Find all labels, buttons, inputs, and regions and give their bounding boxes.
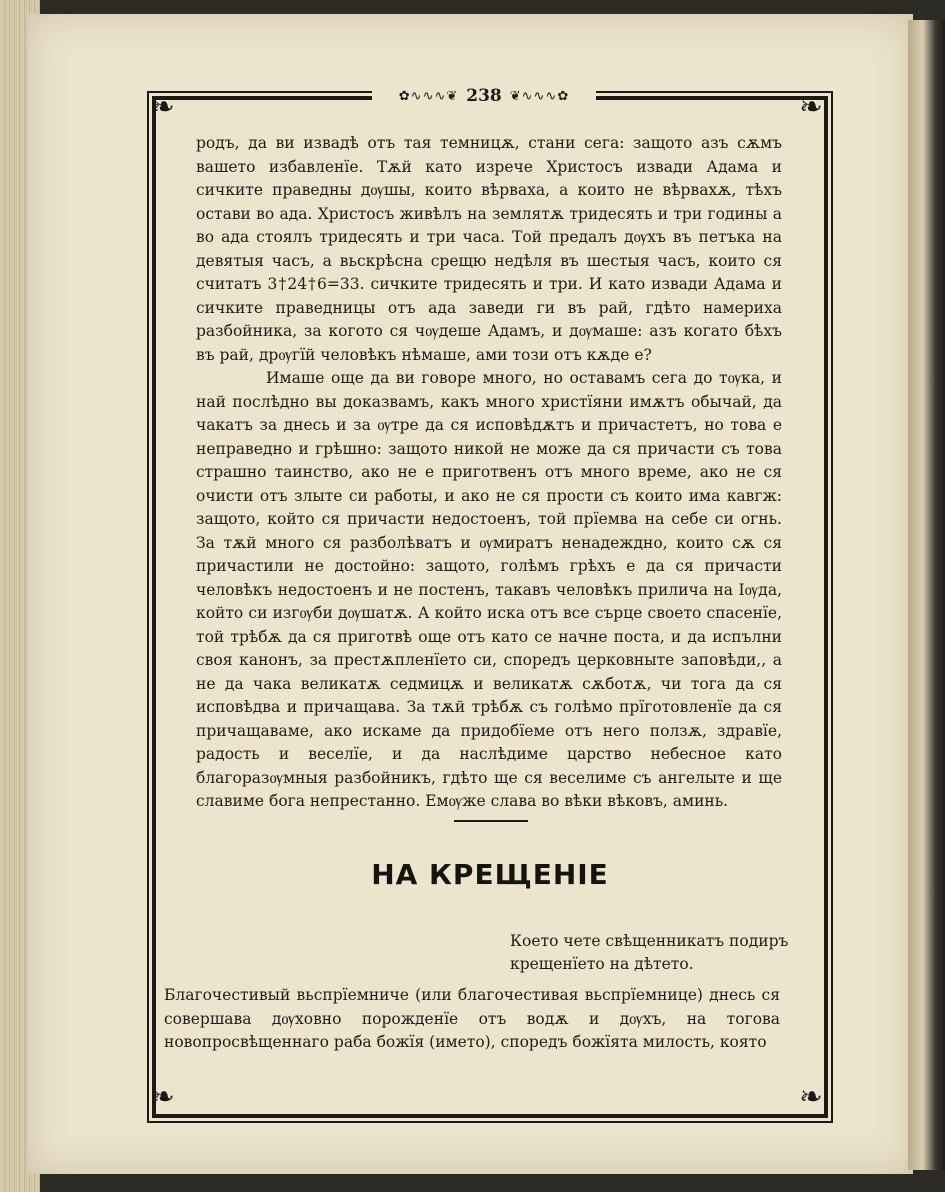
page-header bbox=[372, 86, 596, 106]
page-number: 238 bbox=[466, 86, 502, 106]
corner-ornament-icon: ❧ bbox=[799, 90, 823, 123]
paragraph: родъ, да ви извадѣ отъ тая темницѫ, стани сега: защото азъ сѫмъ вашето избавленїе. Тѫй като изрече Христосъ извади Адама и сичките праведны дѹшы, които вѣрваха, а които не вѣрвахѫ, тѣхъ остави во ада. Христосъ живѣлъ на землятѫ тридесять и три годины а во ада стоялъ тридесять и три часа. Той предалъ дѹхъ въ петъка на девятыя часъ, а вьскрѣсна срещю недѣля въ шестыя часъ, които ся считатъ 3†24†6=33. сичките тридесять и три. И като извади Адама и сичките праведницы отъ ада заведи ги въ рай, гдѣто намериха разбойника, за когото ся чѹдеше Адамъ, и дѹмаше: азъ когато бѣхъ въ рай, дрѹгїй человѣкъ нѣмаше, ами този отъ кѫде е? bbox=[196, 134, 782, 364]
paragraph: Имаше още да ви говоре много, но оставамъ сега до тѹка, и най послѣдно вы доказвамъ, какъ много христїяни имѫтъ обычай, да чакатъ за днесь и за ѹтре да ся исповѣдѫтъ и причастетъ, но това е неправедно и грѣшно: защото никой не може да ся причасти съ това страшно таинство, ако не е приготвенъ отъ много време, ако не ся очисти отъ злыте си работы, и ако не ся прости съ които има кавгж: защото, който ся причасти недостоенъ, той прїемва на себе си огнь. За тѫй много ся разболѣватъ и ѹмиратъ ненадеждно, които сѫ ся причастили не достойно: защото, голѣмъ грѣхъ е да ся причасти человѣкъ недостоенъ и не постенъ, такавъ человѣкъ прилича на Iѹда, който си изгѹби дѹшатѫ. А който иска отъ все сърце своето спасенїе, той трѣбѫ да ся приготвѣ още отъ като се начне поста, и да испълни своя канонъ, за престѫпленїето си, споредъ церковныте заповѣди,, а не да чака великатѫ седмицѫ и великатѫ сѫботѫ, чи тога да ся исповѣдва и причащава. За тѫй трѣбѫ съ голѣмо прїготовленїе да ся причащаваме, ако искаме да придобїеме отъ него ползѫ, здравїе, радость и веселїе, и да наслѣдиме царство небесное като благоразѹмныя разбойникъ, гдѣто ще ся веселиме съ ангелыте и ще славиме бога непрестанно. Емѹже слава во вѣки вѣковъ, аминь. bbox=[196, 369, 782, 810]
section-title: НА КРЕЩЕНIЕ bbox=[371, 858, 609, 891]
corner-ornament-icon: ❧ bbox=[151, 90, 175, 123]
header-ornament-right-icon: ❦∿∿∿✿ bbox=[509, 88, 570, 104]
section-subtitle: Което чете свѣщенникатъ подиръ крещенїето на дѣтето. bbox=[510, 932, 789, 973]
header-ornament-left-icon: ✿∿∿∿❦ bbox=[398, 88, 459, 104]
book-spine-shadow bbox=[908, 20, 945, 1170]
section-divider bbox=[454, 820, 528, 822]
section-opening-text: Благочестивый вьспрїемниче (или благочестивая вьспрїемнице) днесь ся совершава дѹховно порожденїе отъ водѫ и дѹхъ, на тогова новопросвѣщеннаго раба божїя (името), споредъ божїята милость, която bbox=[164, 986, 780, 1051]
corner-ornament-icon: ❧ bbox=[799, 1080, 823, 1113]
main-text bbox=[196, 132, 782, 814]
corner-ornament-icon: ❧ bbox=[151, 1080, 175, 1113]
